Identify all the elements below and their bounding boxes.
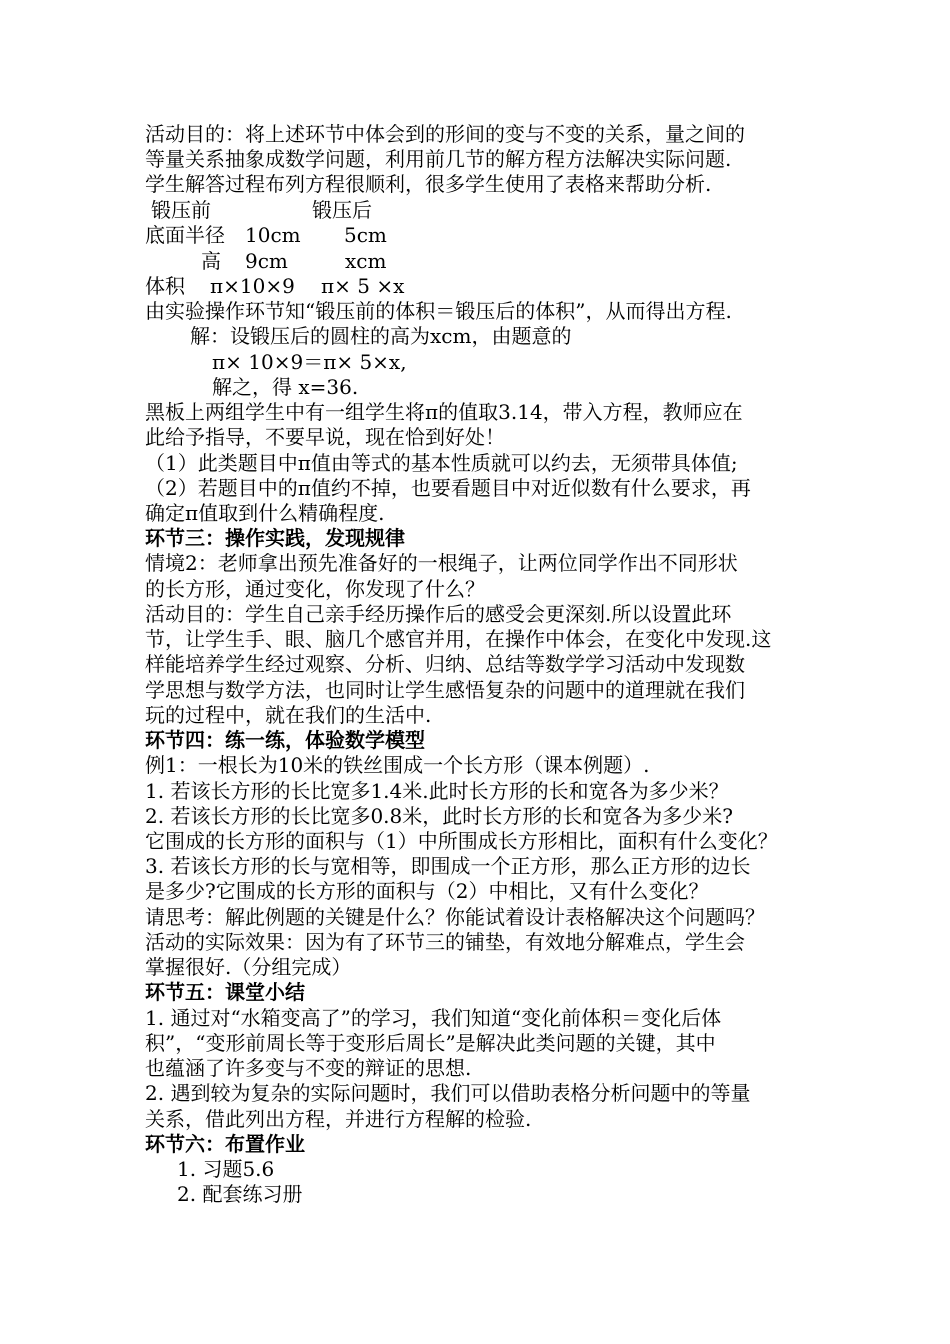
table-row-label: 高 bbox=[201, 249, 221, 273]
paragraph-line: 掌握很好.（分组完成） bbox=[145, 955, 352, 979]
paragraph-line: 等量关系抽象成数学问题，利用前几节的解方程方法解决实际问题. bbox=[145, 147, 732, 171]
paragraph-line: 活动的实际效果：因为有了环节三的铺垫，有效地分解难点，学生会 bbox=[145, 930, 745, 954]
solution-line: 解：设锻压后的圆柱的高为xcm，由题意的 bbox=[190, 324, 572, 348]
paragraph-line: 1. 若该长方形的长比宽多1.4米.此时长方形的长和宽各为多少米？ bbox=[145, 779, 729, 803]
table-row-label: 体积 bbox=[145, 274, 185, 298]
homework-item: 2. 配套练习册 bbox=[177, 1182, 303, 1206]
table-cell: 9cm bbox=[245, 249, 288, 273]
section-heading: 环节四：练一练，体验数学模型 bbox=[145, 728, 425, 752]
section-heading: 环节五：课堂小结 bbox=[145, 980, 305, 1004]
table-cell: π×10×9 bbox=[210, 274, 295, 298]
table-col-before: 锻压前 bbox=[151, 198, 211, 222]
paragraph-line: （2）若题目中的π值约不掉，也要看题目中对近似数有什么要求，再 bbox=[145, 476, 751, 500]
table-cell: π× 5 ×x bbox=[321, 274, 405, 298]
section-heading: 环节三：操作实践，发现规律 bbox=[145, 526, 405, 550]
paragraph-line: 此给予指导，不要早说，现在恰到好处！ bbox=[145, 425, 505, 449]
table-cell: 10cm bbox=[245, 223, 301, 247]
paragraph-line: 1. 通过对“水箱变高了”的学习，我们知道“变化前体积＝变化后体 bbox=[145, 1006, 722, 1030]
paragraph-line: 活动目的：学生自己亲手经历操作后的感受会更深刻.所以设置此环 bbox=[145, 602, 732, 626]
paragraph-line: 节，让学生手、眼、脑几个感官并用，在操作中体会，在变化中发现.这 bbox=[145, 627, 772, 651]
solution-line: 解之，得 x=36. bbox=[212, 375, 359, 399]
section-heading: 环节六：布置作业 bbox=[145, 1132, 305, 1156]
paragraph-line: 2. 遇到较为复杂的实际问题时，我们可以借助表格分析问题中的等量 bbox=[145, 1081, 751, 1105]
paragraph-line: 由实验操作环节知“锻压前的体积＝锻压后的体积”，从而得出方程. bbox=[145, 299, 732, 323]
table-col-after: 锻压后 bbox=[312, 198, 372, 222]
paragraph-line: 活动目的：将上述环节中体会到的形间的变与不变的关系，量之间的 bbox=[145, 122, 745, 146]
table-cell: xcm bbox=[345, 249, 387, 273]
table-row-label: 底面半径 bbox=[145, 223, 225, 247]
paragraph-line: 玩的过程中，就在我们的生活中. bbox=[145, 703, 432, 727]
paragraph-line: 学思想与数学方法，也同时让学生感悟复杂的问题中的道理就在我们 bbox=[145, 678, 745, 702]
paragraph-line: 是多少?它围成的长方形的面积与（2）中相比，又有什么变化？ bbox=[145, 879, 709, 903]
paragraph-line: 它围成的长方形的面积与（1）中所围成长方形相比，面积有什么变化？ bbox=[145, 829, 778, 853]
paragraph-line: 样能培养学生经过观察、分析、归纳、总结等数学学习活动中发现数 bbox=[145, 652, 745, 676]
paragraph-line: 黑板上两组学生中有一组学生将π的值取3.14，带入方程，教师应在 bbox=[145, 400, 743, 424]
paragraph-line: 积”，“变形前周长等于变形后周长”是解决此类问题的关键，其中 bbox=[145, 1031, 716, 1055]
table-cell: 5cm bbox=[344, 223, 387, 247]
paragraph-line: 确定π值取到什么精确程度. bbox=[145, 501, 385, 525]
equation-line: π× 10×9＝π× 5×x, bbox=[212, 350, 407, 374]
paragraph-line: 也蕴涵了许多变与不变的辩证的思想. bbox=[145, 1056, 472, 1080]
paragraph-line: 2. 若该长方形的长比宽多0.8米，此时长方形的长和宽各为多少米? bbox=[145, 804, 733, 828]
paragraph-line: 的长方形，通过变化，你发现了什么？ bbox=[145, 577, 485, 601]
paragraph-line: 例1：一根长为10米的铁丝围成一个长方形（课本例题）. bbox=[145, 753, 650, 777]
paragraph-line: 情境2：老师拿出预先准备好的一根绳子，让两位同学作出不同形状 bbox=[145, 551, 738, 575]
homework-item: 1. 习题5.6 bbox=[177, 1157, 275, 1181]
paragraph-line: 请思考：解此例题的关键是什么？你能试着设计表格解决这个问题吗？ bbox=[145, 905, 765, 929]
paragraph-line: 3. 若该长方形的长与宽相等，即围成一个正方形，那么正方形的边长 bbox=[145, 854, 751, 878]
paragraph-line: 关系，借此列出方程，并进行方程解的检验. bbox=[145, 1107, 532, 1131]
paragraph-line: （1）此类题目中π值由等式的基本性质就可以约去，无须带具体值; bbox=[145, 451, 738, 475]
paragraph-line: 学生解答过程布列方程很顺利，很多学生使用了表格来帮助分析. bbox=[145, 172, 712, 196]
